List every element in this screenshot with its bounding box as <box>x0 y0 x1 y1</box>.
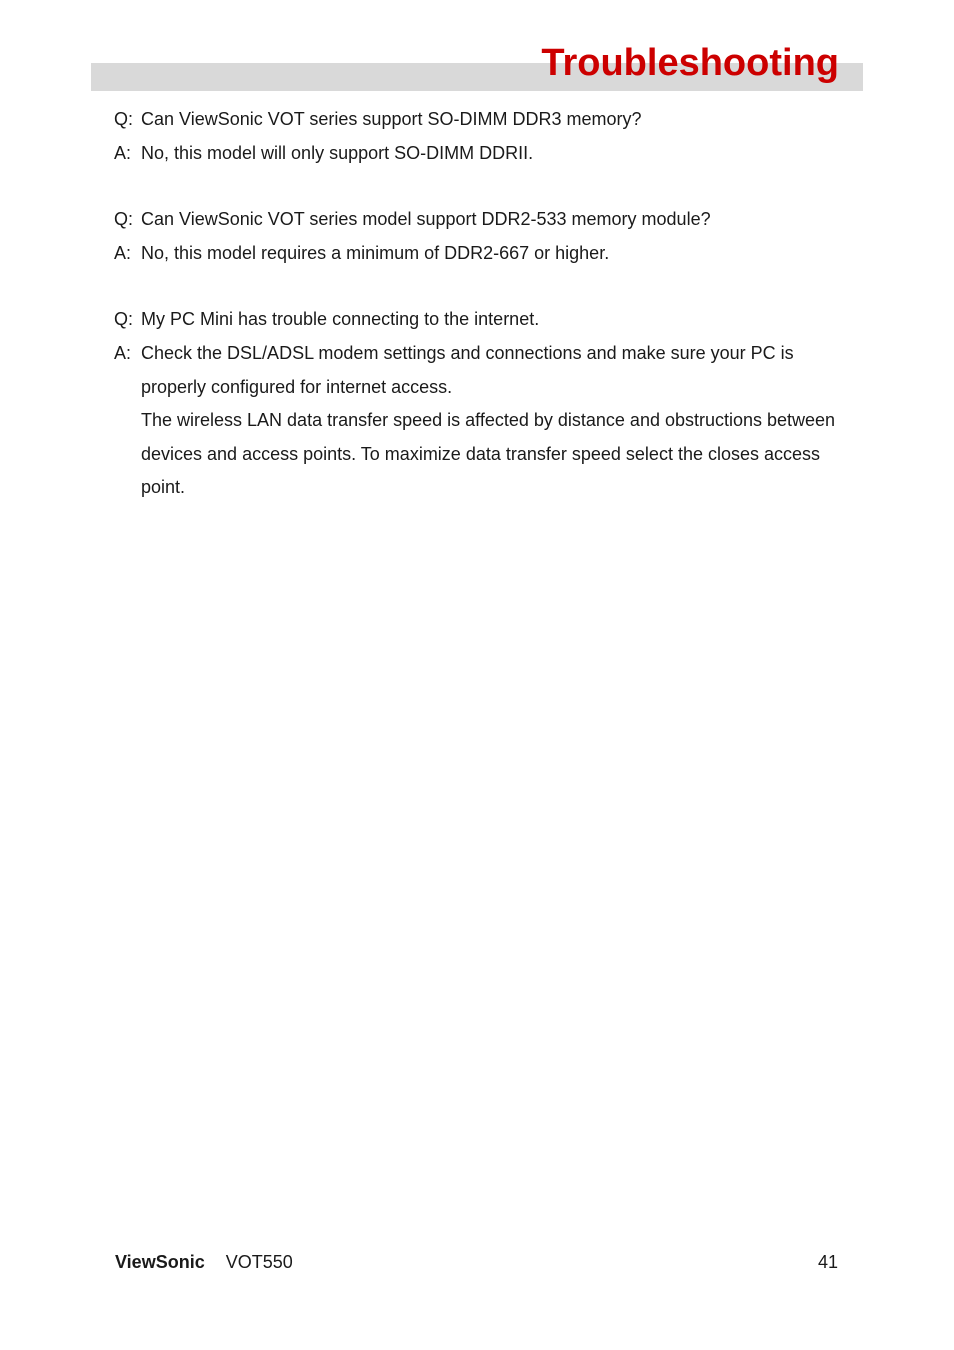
page-number: 41 <box>817 1252 838 1272</box>
question-row <box>114 303 844 337</box>
answer-row <box>114 137 844 171</box>
question-text: Can ViewSonic VOT series model support DDR2-533 memory module? <box>141 209 711 230</box>
answer-text <box>141 237 844 271</box>
question-prefix: Q: <box>114 309 134 330</box>
answer-prefix: A: <box>114 342 132 363</box>
page-footer <box>115 1250 838 1274</box>
page-title: Troubleshooting <box>541 42 839 84</box>
question-text: My PC Mini has trouble connecting to the internet. <box>141 309 540 330</box>
answer-paragraph: Check the DSL/ADSL modem settings and connections and make sure your PC is properly configured for internet access. <box>141 342 794 397</box>
answer-text <box>141 337 844 505</box>
answer-prefix: A: <box>114 242 132 263</box>
answer-paragraph: No, this model requires a minimum of DDR2-667 or higher. <box>141 242 610 263</box>
question-prefix: Q: <box>114 209 134 230</box>
faq-item <box>114 203 844 270</box>
question-row <box>114 203 844 237</box>
answer-paragraph: No, this model will only support SO-DIMM DDRII. <box>141 142 534 163</box>
footer-brand: ViewSonic <box>115 1252 205 1272</box>
answer-row <box>114 237 844 271</box>
footer-model: VOT550 <box>225 1252 293 1272</box>
question-prefix: Q: <box>114 109 134 129</box>
faq-item <box>114 303 844 505</box>
answer-text <box>141 137 844 171</box>
question-text: Can ViewSonic VOT series support SO-DIMM DDR3 memory? <box>141 109 642 129</box>
faq-item <box>114 103 844 170</box>
answer-paragraph: The wireless LAN data transfer speed is affected by distance and obstructions between devices and access points. To maximize data transfer speed select the closes access point. <box>141 410 836 498</box>
answer-row <box>114 337 844 505</box>
faq-list <box>114 103 844 538</box>
answer-prefix: A: <box>114 142 132 163</box>
question-row <box>114 103 844 137</box>
